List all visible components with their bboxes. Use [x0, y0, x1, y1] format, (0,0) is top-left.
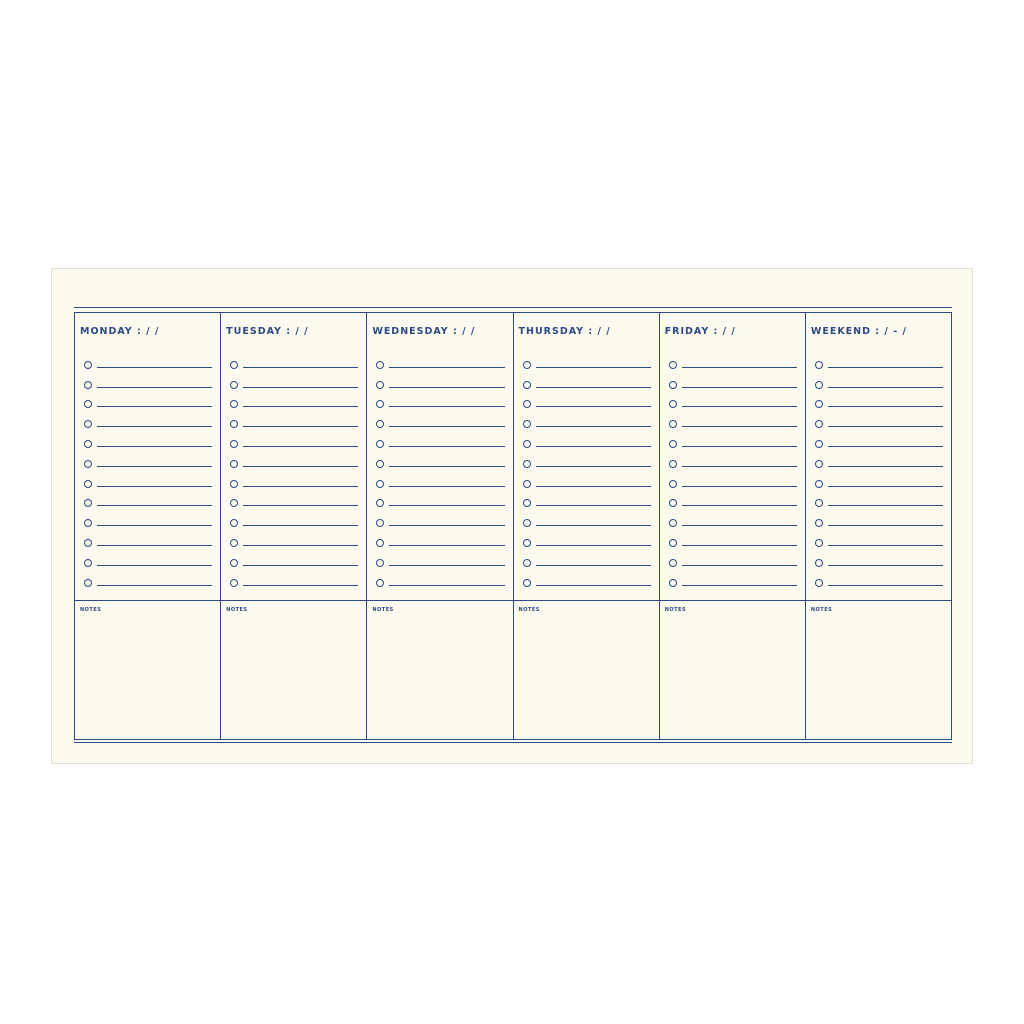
task-write-line[interactable] [389, 505, 504, 506]
day-column-monday [75, 313, 221, 739]
task-write-line[interactable] [97, 367, 212, 368]
task-checkbox-circle[interactable] [230, 579, 238, 587]
task-checkbox-circle[interactable] [376, 460, 384, 468]
task-row [811, 448, 943, 468]
task-row [519, 527, 651, 547]
day-title-friday: FRIDAY : / / [664, 326, 736, 337]
task-write-line[interactable] [97, 545, 212, 546]
task-checkbox-circle[interactable] [669, 519, 677, 527]
task-write-line[interactable] [828, 565, 943, 566]
task-write-line[interactable] [828, 426, 943, 427]
task-checkbox-circle[interactable] [230, 440, 238, 448]
day-title-tuesday: TUESDAY : / / [226, 326, 309, 337]
task-row [519, 507, 651, 527]
task-row [226, 567, 358, 587]
task-row [80, 448, 212, 468]
task-write-line[interactable] [828, 387, 943, 388]
task-checkbox-circle[interactable] [376, 420, 384, 428]
task-write-line[interactable] [243, 426, 358, 427]
task-row [80, 507, 212, 527]
task-row [372, 369, 504, 389]
task-write-line[interactable] [828, 545, 943, 546]
day-tasks-section [806, 313, 951, 601]
task-write-line[interactable] [682, 505, 797, 506]
planner-sheet [51, 268, 973, 764]
task-checkbox-circle[interactable] [84, 400, 92, 408]
task-write-line[interactable] [243, 565, 358, 566]
task-checkbox-circle[interactable] [523, 400, 531, 408]
task-write-line[interactable] [828, 367, 943, 368]
task-row [226, 408, 358, 428]
task-checkbox-circle[interactable] [230, 361, 238, 369]
task-checkbox-circle[interactable] [523, 519, 531, 527]
notes-label: NOTES [372, 607, 394, 613]
day-column-wednesday [367, 313, 513, 739]
notes-section-friday[interactable] [660, 601, 805, 739]
task-checkbox-circle[interactable] [523, 381, 531, 389]
task-list [226, 349, 358, 587]
task-checkbox-circle[interactable] [815, 440, 823, 448]
task-row [811, 349, 943, 369]
task-row [372, 468, 504, 488]
task-row [665, 389, 797, 409]
task-checkbox-circle[interactable] [815, 480, 823, 488]
task-checkbox-circle[interactable] [376, 480, 384, 488]
task-checkbox-circle[interactable] [230, 519, 238, 527]
task-write-line[interactable] [97, 585, 212, 586]
task-row [519, 448, 651, 468]
task-row [811, 369, 943, 389]
task-write-line[interactable] [389, 446, 504, 447]
task-write-line[interactable] [828, 505, 943, 506]
task-write-line[interactable] [389, 525, 504, 526]
task-write-line[interactable] [536, 406, 651, 407]
task-row [80, 468, 212, 488]
task-checkbox-circle[interactable] [523, 420, 531, 428]
notes-label: NOTES [80, 607, 102, 613]
task-checkbox-circle[interactable] [815, 381, 823, 389]
task-checkbox-circle[interactable] [230, 381, 238, 389]
task-write-line[interactable] [828, 406, 943, 407]
task-write-line[interactable] [536, 565, 651, 566]
task-checkbox-circle[interactable] [84, 460, 92, 468]
task-row [80, 369, 212, 389]
day-title-weekend: WEEKEND : / - / [810, 326, 907, 337]
task-row [519, 428, 651, 448]
task-checkbox-circle[interactable] [523, 460, 531, 468]
task-row [811, 488, 943, 508]
task-checkbox-circle[interactable] [84, 381, 92, 389]
task-write-line[interactable] [243, 446, 358, 447]
task-checkbox-circle[interactable] [84, 361, 92, 369]
task-checkbox-circle[interactable] [815, 519, 823, 527]
notes-label: NOTES [810, 607, 833, 613]
task-checkbox-circle[interactable] [523, 559, 531, 567]
task-row [226, 468, 358, 488]
task-row [811, 428, 943, 448]
task-row [226, 488, 358, 508]
task-row [519, 389, 651, 409]
notes-label: NOTES [518, 607, 540, 613]
task-row [811, 389, 943, 409]
day-tasks-section [367, 313, 512, 601]
task-write-line[interactable] [389, 545, 504, 546]
task-row [665, 488, 797, 508]
task-write-line[interactable] [97, 466, 212, 467]
task-row [80, 408, 212, 428]
task-write-line[interactable] [389, 565, 504, 566]
task-row [519, 468, 651, 488]
task-write-line[interactable] [828, 466, 943, 467]
planner-frame [74, 307, 952, 743]
task-write-line[interactable] [682, 585, 797, 586]
task-row [80, 527, 212, 547]
task-write-line[interactable] [536, 367, 651, 368]
task-checkbox-circle[interactable] [230, 420, 238, 428]
task-row [665, 448, 797, 468]
task-row [811, 408, 943, 428]
task-row [811, 468, 943, 488]
task-row [372, 527, 504, 547]
notes-section-monday[interactable] [75, 601, 220, 739]
task-write-line[interactable] [389, 387, 504, 388]
task-row [80, 349, 212, 369]
task-write-line[interactable] [828, 446, 943, 447]
notes-section-wednesday[interactable] [367, 601, 512, 739]
day-title-thursday: THURSDAY : / / [518, 326, 611, 337]
task-checkbox-circle[interactable] [523, 480, 531, 488]
task-write-line[interactable] [97, 426, 212, 427]
task-checkbox-circle[interactable] [523, 539, 531, 547]
task-row [519, 369, 651, 389]
task-checkbox-circle[interactable] [84, 480, 92, 488]
task-checkbox-circle[interactable] [230, 499, 238, 507]
task-checkbox-circle[interactable] [815, 420, 823, 428]
task-checkbox-circle[interactable] [669, 480, 677, 488]
task-checkbox-circle[interactable] [376, 400, 384, 408]
task-row [372, 408, 504, 428]
planner-grid [74, 312, 952, 740]
task-checkbox-circle[interactable] [669, 361, 677, 369]
task-checkbox-circle[interactable] [669, 539, 677, 547]
task-checkbox-circle[interactable] [815, 499, 823, 507]
task-write-line[interactable] [828, 486, 943, 487]
task-checkbox-circle[interactable] [523, 361, 531, 369]
task-write-line[interactable] [536, 387, 651, 388]
task-row [811, 547, 943, 567]
task-checkbox-circle[interactable] [84, 420, 92, 428]
task-row [665, 567, 797, 587]
task-checkbox-circle[interactable] [230, 460, 238, 468]
task-write-line[interactable] [389, 486, 504, 487]
day-tasks-section [221, 313, 366, 601]
task-write-line[interactable] [97, 387, 212, 388]
task-checkbox-circle[interactable] [376, 559, 384, 567]
task-row [226, 527, 358, 547]
task-checkbox-circle[interactable] [376, 361, 384, 369]
task-write-line[interactable] [682, 486, 797, 487]
task-write-line[interactable] [682, 387, 797, 388]
task-checkbox-circle[interactable] [376, 579, 384, 587]
task-row [665, 547, 797, 567]
task-write-line[interactable] [536, 446, 651, 447]
task-write-line[interactable] [97, 505, 212, 506]
task-write-line[interactable] [536, 505, 651, 506]
day-tasks-section [514, 313, 659, 601]
task-row [80, 488, 212, 508]
task-checkbox-circle[interactable] [84, 539, 92, 547]
day-title-monday: MONDAY : / / [80, 326, 160, 337]
task-row [226, 389, 358, 409]
task-list [80, 349, 212, 587]
task-write-line[interactable] [828, 525, 943, 526]
task-row [665, 507, 797, 527]
task-write-line[interactable] [682, 367, 797, 368]
task-write-line[interactable] [536, 486, 651, 487]
task-row [226, 428, 358, 448]
day-column-friday [660, 313, 806, 739]
task-row [519, 547, 651, 567]
task-write-line[interactable] [243, 585, 358, 586]
task-row [665, 527, 797, 547]
task-list [372, 349, 504, 587]
task-write-line[interactable] [243, 406, 358, 407]
task-row [811, 507, 943, 527]
task-write-line[interactable] [243, 367, 358, 368]
task-checkbox-circle[interactable] [815, 579, 823, 587]
task-write-line[interactable] [536, 426, 651, 427]
task-row [372, 448, 504, 468]
task-write-line[interactable] [682, 426, 797, 427]
day-tasks-section [660, 313, 805, 601]
task-write-line[interactable] [682, 545, 797, 546]
task-write-line[interactable] [682, 525, 797, 526]
notes-section-thursday[interactable] [514, 601, 659, 739]
task-checkbox-circle[interactable] [523, 579, 531, 587]
task-row [811, 527, 943, 547]
task-write-line[interactable] [682, 466, 797, 467]
day-tasks-section [75, 313, 220, 601]
notes-section-tuesday[interactable] [221, 601, 366, 739]
task-write-line[interactable] [389, 367, 504, 368]
task-row [665, 408, 797, 428]
task-checkbox-circle[interactable] [669, 381, 677, 389]
task-write-line[interactable] [682, 565, 797, 566]
task-checkbox-circle[interactable] [230, 480, 238, 488]
task-checkbox-circle[interactable] [669, 499, 677, 507]
task-row [665, 369, 797, 389]
task-list [811, 349, 943, 587]
task-write-line[interactable] [243, 545, 358, 546]
task-row [80, 389, 212, 409]
task-checkbox-circle[interactable] [84, 440, 92, 448]
task-list [519, 349, 651, 587]
task-checkbox-circle[interactable] [230, 559, 238, 567]
task-checkbox-circle[interactable] [815, 539, 823, 547]
task-write-line[interactable] [243, 387, 358, 388]
task-checkbox-circle[interactable] [376, 539, 384, 547]
notes-section-weekend[interactable] [806, 601, 951, 739]
task-checkbox-circle[interactable] [523, 499, 531, 507]
task-checkbox-circle[interactable] [669, 460, 677, 468]
task-write-line[interactable] [243, 486, 358, 487]
task-write-line[interactable] [389, 585, 504, 586]
task-row [811, 567, 943, 587]
notes-label: NOTES [664, 607, 687, 613]
task-write-line[interactable] [536, 466, 651, 467]
task-write-line[interactable] [243, 466, 358, 467]
task-row [665, 428, 797, 448]
task-list [665, 349, 797, 587]
task-checkbox-circle[interactable] [376, 381, 384, 389]
task-row [226, 349, 358, 369]
task-checkbox-circle[interactable] [669, 440, 677, 448]
task-write-line[interactable] [536, 525, 651, 526]
task-write-line[interactable] [243, 525, 358, 526]
task-row [226, 507, 358, 527]
task-row [519, 349, 651, 369]
task-row [226, 448, 358, 468]
task-row [226, 369, 358, 389]
task-write-line[interactable] [97, 406, 212, 407]
task-checkbox-circle[interactable] [815, 361, 823, 369]
task-write-line[interactable] [682, 406, 797, 407]
task-row [372, 349, 504, 369]
task-write-line[interactable] [828, 585, 943, 586]
task-row [80, 567, 212, 587]
task-checkbox-circle[interactable] [669, 559, 677, 567]
task-row [372, 488, 504, 508]
task-row [372, 507, 504, 527]
task-checkbox-circle[interactable] [84, 499, 92, 507]
task-checkbox-circle[interactable] [84, 519, 92, 527]
task-checkbox-circle[interactable] [376, 440, 384, 448]
task-write-line[interactable] [97, 565, 212, 566]
task-checkbox-circle[interactable] [815, 460, 823, 468]
task-row [226, 547, 358, 567]
task-checkbox-circle[interactable] [669, 579, 677, 587]
task-write-line[interactable] [97, 525, 212, 526]
task-write-line[interactable] [682, 446, 797, 447]
task-row [372, 389, 504, 409]
task-checkbox-circle[interactable] [523, 440, 531, 448]
task-checkbox-circle[interactable] [230, 400, 238, 408]
task-checkbox-circle[interactable] [84, 559, 92, 567]
task-write-line[interactable] [389, 466, 504, 467]
task-write-line[interactable] [389, 406, 504, 407]
task-row [80, 547, 212, 567]
task-row [519, 408, 651, 428]
task-row [519, 567, 651, 587]
task-write-line[interactable] [536, 585, 651, 586]
task-checkbox-circle[interactable] [815, 400, 823, 408]
task-row [665, 468, 797, 488]
task-write-line[interactable] [97, 446, 212, 447]
day-column-thursday [514, 313, 660, 739]
day-title-wednesday: WEDNESDAY : / / [372, 326, 476, 337]
task-write-line[interactable] [97, 486, 212, 487]
task-checkbox-circle[interactable] [84, 579, 92, 587]
task-checkbox-circle[interactable] [376, 519, 384, 527]
task-row [372, 428, 504, 448]
task-row [665, 349, 797, 369]
task-checkbox-circle[interactable] [230, 539, 238, 547]
day-column-tuesday [221, 313, 367, 739]
task-write-line[interactable] [389, 426, 504, 427]
task-write-line[interactable] [243, 505, 358, 506]
task-checkbox-circle[interactable] [815, 559, 823, 567]
task-row [519, 488, 651, 508]
day-column-weekend [806, 313, 951, 739]
task-checkbox-circle[interactable] [669, 400, 677, 408]
task-write-line[interactable] [536, 545, 651, 546]
task-row [80, 428, 212, 448]
notes-label: NOTES [226, 607, 248, 613]
task-row [372, 547, 504, 567]
task-checkbox-circle[interactable] [669, 420, 677, 428]
task-row [372, 567, 504, 587]
task-checkbox-circle[interactable] [376, 499, 384, 507]
